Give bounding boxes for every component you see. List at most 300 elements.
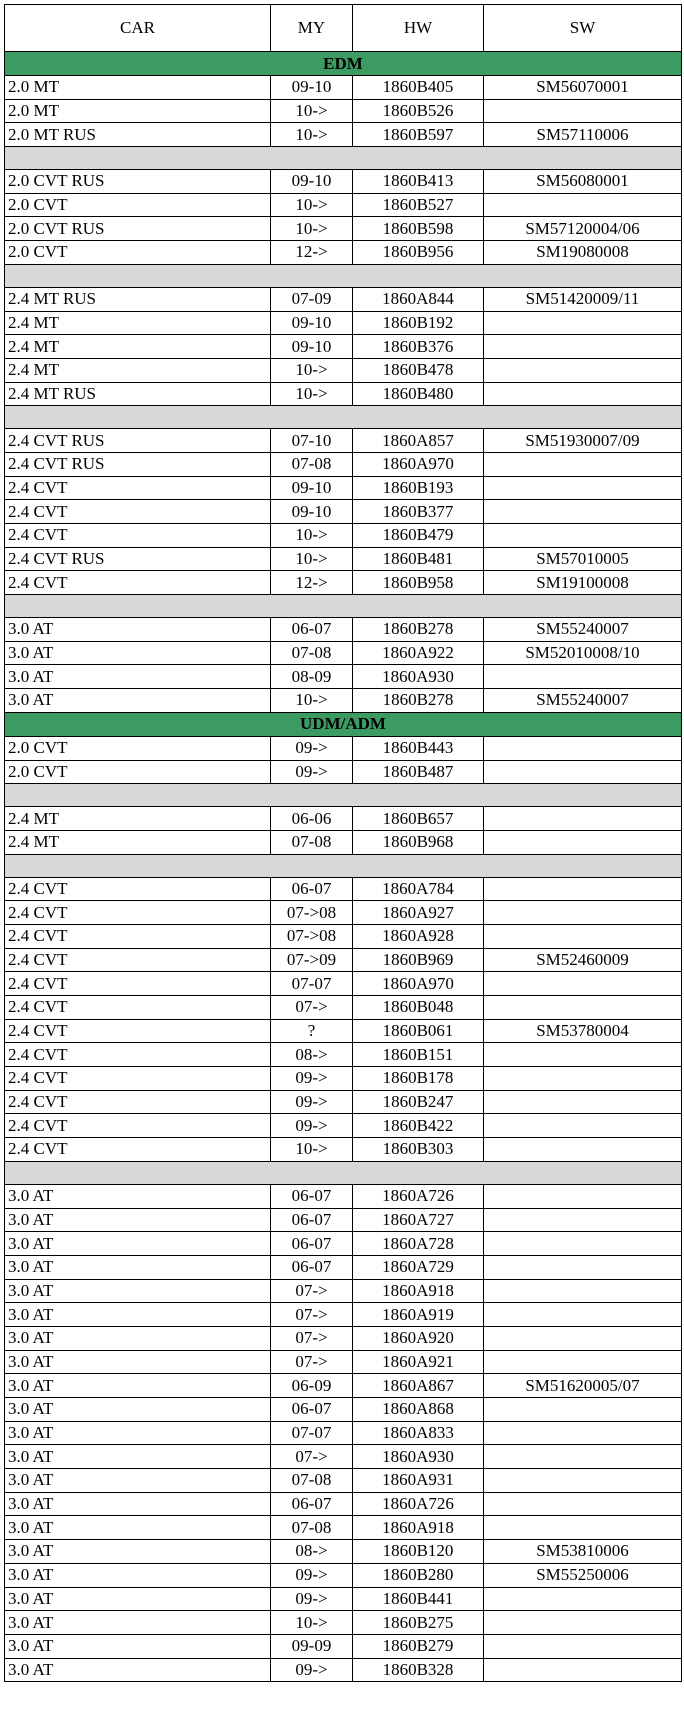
cell-hw: 1860B956 bbox=[353, 241, 484, 265]
cell-my: 09-10 bbox=[271, 476, 353, 500]
table-row bbox=[5, 1090, 682, 1114]
table-row bbox=[5, 123, 682, 147]
cell-hw: 1860A922 bbox=[353, 641, 484, 665]
cell-my: 07-08 bbox=[271, 452, 353, 476]
cell-sw bbox=[484, 1350, 682, 1374]
cell-sw bbox=[484, 1587, 682, 1611]
table-row bbox=[5, 901, 682, 925]
table-row bbox=[5, 1067, 682, 1091]
cell-my: 06-07 bbox=[271, 1398, 353, 1422]
cell-hw: 1860A726 bbox=[353, 1184, 484, 1208]
table-body bbox=[5, 52, 682, 1682]
table-row bbox=[5, 1469, 682, 1493]
cell-car: 3.0 AT bbox=[5, 1208, 271, 1232]
table-row bbox=[5, 760, 682, 784]
cell-my: 09-10 bbox=[271, 76, 353, 100]
cell-car: 2.4 MT RUS bbox=[5, 382, 271, 406]
cell-sw bbox=[484, 1090, 682, 1114]
cell-car: 2.0 CVT RUS bbox=[5, 217, 271, 241]
cell-hw: 1860B376 bbox=[353, 335, 484, 359]
separator-cell bbox=[5, 406, 682, 429]
table-row bbox=[5, 452, 682, 476]
cell-sw: SM19080008 bbox=[484, 241, 682, 265]
separator-cell bbox=[5, 1161, 682, 1184]
cell-sw bbox=[484, 500, 682, 524]
cell-my: 09-10 bbox=[271, 335, 353, 359]
cell-car: 3.0 AT bbox=[5, 1398, 271, 1422]
cell-hw: 1860B968 bbox=[353, 830, 484, 854]
cell-sw bbox=[484, 1232, 682, 1256]
cell-my: 07->08 bbox=[271, 901, 353, 925]
cell-my: 07-08 bbox=[271, 1516, 353, 1540]
table-row bbox=[5, 1255, 682, 1279]
cell-my: 09-> bbox=[271, 1587, 353, 1611]
table-row bbox=[5, 877, 682, 901]
separator-cell bbox=[5, 595, 682, 618]
cell-my: 07-> bbox=[271, 1279, 353, 1303]
cell-sw: SM51420009/11 bbox=[484, 287, 682, 311]
cell-my: 10-> bbox=[271, 524, 353, 548]
table-row bbox=[5, 948, 682, 972]
table-row bbox=[5, 1114, 682, 1138]
separator-cell bbox=[5, 264, 682, 287]
cell-my: 09-> bbox=[271, 1114, 353, 1138]
cell-hw: 1860A726 bbox=[353, 1492, 484, 1516]
cell-sw bbox=[484, 452, 682, 476]
cell-hw: 1860B247 bbox=[353, 1090, 484, 1114]
cell-my: 10-> bbox=[271, 123, 353, 147]
cell-my: 09-> bbox=[271, 1067, 353, 1091]
table-row bbox=[5, 382, 682, 406]
cell-sw bbox=[484, 524, 682, 548]
cell-car: 2.4 MT bbox=[5, 358, 271, 382]
cell-my: 09-09 bbox=[271, 1634, 353, 1658]
cell-hw: 1860B481 bbox=[353, 547, 484, 571]
cell-car: 2.4 CVT bbox=[5, 924, 271, 948]
cell-hw: 1860B048 bbox=[353, 996, 484, 1020]
cell-my: 12-> bbox=[271, 241, 353, 265]
header-sw: SW bbox=[484, 5, 682, 52]
cell-car: 2.4 CVT bbox=[5, 571, 271, 595]
table-row bbox=[5, 1492, 682, 1516]
cell-sw bbox=[484, 901, 682, 925]
cell-sw: SM51620005/07 bbox=[484, 1374, 682, 1398]
cell-my: 07-08 bbox=[271, 830, 353, 854]
cell-my: 07-07 bbox=[271, 1421, 353, 1445]
table-row bbox=[5, 524, 682, 548]
table-row bbox=[5, 335, 682, 359]
cell-car: 2.4 MT bbox=[5, 830, 271, 854]
cell-car: 2.4 MT RUS bbox=[5, 287, 271, 311]
cell-sw bbox=[484, 1658, 682, 1682]
cell-sw: SM19100008 bbox=[484, 571, 682, 595]
table-row bbox=[5, 1563, 682, 1587]
cell-car: 2.4 CVT RUS bbox=[5, 452, 271, 476]
cell-sw bbox=[484, 1043, 682, 1067]
cell-car: 2.4 CVT bbox=[5, 1019, 271, 1043]
cell-my: 09-> bbox=[271, 760, 353, 784]
cell-my: 10-> bbox=[271, 358, 353, 382]
cell-my: 06-07 bbox=[271, 1492, 353, 1516]
cell-my: 06-07 bbox=[271, 877, 353, 901]
cell-car: 3.0 AT bbox=[5, 1374, 271, 1398]
table-row bbox=[5, 217, 682, 241]
cell-car: 2.4 CVT bbox=[5, 1114, 271, 1138]
cell-car: 3.0 AT bbox=[5, 618, 271, 642]
cell-car: 3.0 AT bbox=[5, 1469, 271, 1493]
cell-my: 06-06 bbox=[271, 807, 353, 831]
cell-car: 2.4 MT bbox=[5, 807, 271, 831]
table-row bbox=[5, 1445, 682, 1469]
table-row bbox=[5, 476, 682, 500]
cell-my: 10-> bbox=[271, 217, 353, 241]
cell-car: 2.0 CVT bbox=[5, 760, 271, 784]
cell-my: 08-> bbox=[271, 1540, 353, 1564]
table-row bbox=[5, 972, 682, 996]
cell-hw: 1860A931 bbox=[353, 1469, 484, 1493]
table-row bbox=[5, 1138, 682, 1162]
section-label: EDM bbox=[5, 52, 682, 76]
cell-hw: 1860A919 bbox=[353, 1303, 484, 1327]
cell-hw: 1860A928 bbox=[353, 924, 484, 948]
cell-sw bbox=[484, 1326, 682, 1350]
table-row bbox=[5, 1611, 682, 1635]
cell-hw: 1860A833 bbox=[353, 1421, 484, 1445]
cell-sw bbox=[484, 1138, 682, 1162]
cell-my: 06-07 bbox=[271, 1208, 353, 1232]
cell-hw: 1860B598 bbox=[353, 217, 484, 241]
cell-sw bbox=[484, 924, 682, 948]
cell-car: 2.4 CVT bbox=[5, 877, 271, 901]
cell-hw: 1860B413 bbox=[353, 170, 484, 194]
cell-sw: SM57010005 bbox=[484, 547, 682, 571]
cell-car: 3.0 AT bbox=[5, 1279, 271, 1303]
cell-sw: SM51930007/09 bbox=[484, 429, 682, 453]
cell-my: 10-> bbox=[271, 1611, 353, 1635]
cell-sw bbox=[484, 877, 682, 901]
cell-my: 10-> bbox=[271, 382, 353, 406]
separator-cell bbox=[5, 784, 682, 807]
cell-hw: 1860B278 bbox=[353, 618, 484, 642]
cell-sw bbox=[484, 358, 682, 382]
table-row bbox=[5, 996, 682, 1020]
cell-my: 07->09 bbox=[271, 948, 353, 972]
cell-sw bbox=[484, 1114, 682, 1138]
cell-hw: 1860B657 bbox=[353, 807, 484, 831]
cell-my: 06-07 bbox=[271, 1184, 353, 1208]
table-row bbox=[5, 1398, 682, 1422]
cell-my: 07-> bbox=[271, 1445, 353, 1469]
cell-sw bbox=[484, 1634, 682, 1658]
cell-car: 3.0 AT bbox=[5, 1516, 271, 1540]
cell-car: 3.0 AT bbox=[5, 1611, 271, 1635]
cell-hw: 1860B526 bbox=[353, 99, 484, 123]
cell-hw: 1860B275 bbox=[353, 1611, 484, 1635]
cell-sw: SM53810006 bbox=[484, 1540, 682, 1564]
cell-car: 2.4 CVT bbox=[5, 476, 271, 500]
cell-sw: SM55240007 bbox=[484, 689, 682, 713]
table-row bbox=[5, 1540, 682, 1564]
cell-hw: 1860A727 bbox=[353, 1208, 484, 1232]
cell-car: 2.0 CVT bbox=[5, 193, 271, 217]
cell-sw bbox=[484, 1184, 682, 1208]
header-row bbox=[5, 5, 682, 52]
cell-hw: 1860A930 bbox=[353, 1445, 484, 1469]
cell-car: 2.4 CVT RUS bbox=[5, 429, 271, 453]
header-hw: HW bbox=[353, 5, 484, 52]
header-car: CAR bbox=[5, 5, 271, 52]
cell-car: 3.0 AT bbox=[5, 1303, 271, 1327]
cell-my: 10-> bbox=[271, 99, 353, 123]
header-my: MY bbox=[271, 5, 353, 52]
cell-sw bbox=[484, 311, 682, 335]
table-row bbox=[5, 1019, 682, 1043]
cell-hw: 1860B151 bbox=[353, 1043, 484, 1067]
cell-car: 2.0 CVT RUS bbox=[5, 170, 271, 194]
cell-my: 09-> bbox=[271, 736, 353, 760]
cell-sw bbox=[484, 665, 682, 689]
cell-sw bbox=[484, 382, 682, 406]
table-row bbox=[5, 1516, 682, 1540]
cell-sw bbox=[484, 1067, 682, 1091]
cell-hw: 1860A918 bbox=[353, 1279, 484, 1303]
cell-car: 3.0 AT bbox=[5, 1587, 271, 1611]
separator-cell bbox=[5, 147, 682, 170]
cell-sw bbox=[484, 476, 682, 500]
cell-hw: 1860B178 bbox=[353, 1067, 484, 1091]
cell-car: 2.4 CVT bbox=[5, 1067, 271, 1091]
cell-sw bbox=[484, 1469, 682, 1493]
table-row bbox=[5, 1184, 682, 1208]
cell-sw bbox=[484, 972, 682, 996]
section-header-row bbox=[5, 712, 682, 736]
table-row bbox=[5, 1326, 682, 1350]
table-row bbox=[5, 1208, 682, 1232]
cell-car: 2.4 CVT bbox=[5, 524, 271, 548]
cell-sw: SM55250006 bbox=[484, 1563, 682, 1587]
cell-hw: 1860B377 bbox=[353, 500, 484, 524]
cell-sw bbox=[484, 1279, 682, 1303]
cell-car: 2.0 MT RUS bbox=[5, 123, 271, 147]
table-row bbox=[5, 99, 682, 123]
cell-my: 08-> bbox=[271, 1043, 353, 1067]
cell-hw: 1860B061 bbox=[353, 1019, 484, 1043]
table-row bbox=[5, 429, 682, 453]
cell-sw bbox=[484, 1421, 682, 1445]
table-row bbox=[5, 193, 682, 217]
cell-hw: 1860B120 bbox=[353, 1540, 484, 1564]
cell-hw: 1860A784 bbox=[353, 877, 484, 901]
cell-car: 2.4 MT bbox=[5, 311, 271, 335]
cell-my: 12-> bbox=[271, 571, 353, 595]
cell-hw: 1860A844 bbox=[353, 287, 484, 311]
cell-hw: 1860B193 bbox=[353, 476, 484, 500]
cell-car: 3.0 AT bbox=[5, 641, 271, 665]
cell-hw: 1860A868 bbox=[353, 1398, 484, 1422]
cell-sw bbox=[484, 760, 682, 784]
cell-hw: 1860B328 bbox=[353, 1658, 484, 1682]
table-row bbox=[5, 924, 682, 948]
cell-my: 07-> bbox=[271, 1303, 353, 1327]
table-row bbox=[5, 571, 682, 595]
cell-hw: 1860A921 bbox=[353, 1350, 484, 1374]
separator-row bbox=[5, 854, 682, 877]
cell-hw: 1860B479 bbox=[353, 524, 484, 548]
table-row bbox=[5, 500, 682, 524]
cell-hw: 1860B969 bbox=[353, 948, 484, 972]
cell-my: 09-> bbox=[271, 1090, 353, 1114]
cell-sw bbox=[484, 1445, 682, 1469]
table-row bbox=[5, 1350, 682, 1374]
cell-car: 2.0 CVT bbox=[5, 736, 271, 760]
cell-my: 08-09 bbox=[271, 665, 353, 689]
cell-sw bbox=[484, 736, 682, 760]
table-row bbox=[5, 1043, 682, 1067]
cell-car: 2.4 CVT bbox=[5, 1138, 271, 1162]
table-row bbox=[5, 1232, 682, 1256]
cell-sw bbox=[484, 1516, 682, 1540]
cell-my: 10-> bbox=[271, 193, 353, 217]
cell-car: 3.0 AT bbox=[5, 665, 271, 689]
cell-hw: 1860A729 bbox=[353, 1255, 484, 1279]
table-row bbox=[5, 547, 682, 571]
cell-sw: SM55240007 bbox=[484, 618, 682, 642]
separator-row bbox=[5, 784, 682, 807]
table-row bbox=[5, 76, 682, 100]
cell-car: 3.0 AT bbox=[5, 1421, 271, 1445]
table-row bbox=[5, 1303, 682, 1327]
table-row bbox=[5, 1374, 682, 1398]
cell-car: 2.0 MT bbox=[5, 76, 271, 100]
section-label: UDM/ADM bbox=[5, 712, 682, 736]
cell-sw bbox=[484, 1492, 682, 1516]
cell-my: 06-09 bbox=[271, 1374, 353, 1398]
cell-car: 2.4 CVT bbox=[5, 1090, 271, 1114]
cell-sw bbox=[484, 1208, 682, 1232]
table-row bbox=[5, 311, 682, 335]
section-header-row bbox=[5, 52, 682, 76]
cell-my: 09-10 bbox=[271, 500, 353, 524]
cell-hw: 1860A927 bbox=[353, 901, 484, 925]
cell-car: 3.0 AT bbox=[5, 1326, 271, 1350]
cell-hw: 1860A867 bbox=[353, 1374, 484, 1398]
cell-hw: 1860A970 bbox=[353, 452, 484, 476]
cell-sw: SM53780004 bbox=[484, 1019, 682, 1043]
table-row bbox=[5, 807, 682, 831]
cell-my: 07-> bbox=[271, 1326, 353, 1350]
cell-sw: SM52010008/10 bbox=[484, 641, 682, 665]
cell-car: 3.0 AT bbox=[5, 1350, 271, 1374]
cell-sw bbox=[484, 1398, 682, 1422]
cell-hw: 1860A970 bbox=[353, 972, 484, 996]
cell-sw bbox=[484, 99, 682, 123]
separator-row bbox=[5, 1161, 682, 1184]
cell-car: 2.4 CVT bbox=[5, 1043, 271, 1067]
cell-my: 10-> bbox=[271, 689, 353, 713]
cell-my: 06-07 bbox=[271, 1232, 353, 1256]
cell-my: 09-> bbox=[271, 1563, 353, 1587]
cell-hw: 1860B441 bbox=[353, 1587, 484, 1611]
cell-sw: SM57110006 bbox=[484, 123, 682, 147]
cell-hw: 1860B597 bbox=[353, 123, 484, 147]
cell-sw: SM52460009 bbox=[484, 948, 682, 972]
table-row bbox=[5, 358, 682, 382]
table-row bbox=[5, 736, 682, 760]
cell-hw: 1860B443 bbox=[353, 736, 484, 760]
cell-my: 07-> bbox=[271, 1350, 353, 1374]
cell-sw: SM56070001 bbox=[484, 76, 682, 100]
table-row bbox=[5, 641, 682, 665]
cell-car: 2.4 CVT RUS bbox=[5, 547, 271, 571]
cell-sw bbox=[484, 1255, 682, 1279]
cell-car: 3.0 AT bbox=[5, 1634, 271, 1658]
cell-my: 10-> bbox=[271, 547, 353, 571]
cell-hw: 1860B192 bbox=[353, 311, 484, 335]
table-row bbox=[5, 665, 682, 689]
cell-sw bbox=[484, 193, 682, 217]
cell-car: 3.0 AT bbox=[5, 1658, 271, 1682]
cell-car: 3.0 AT bbox=[5, 1563, 271, 1587]
cell-car: 3.0 AT bbox=[5, 689, 271, 713]
table-row bbox=[5, 1634, 682, 1658]
cell-my: 10-> bbox=[271, 1138, 353, 1162]
cell-car: 3.0 AT bbox=[5, 1255, 271, 1279]
cell-hw: 1860B478 bbox=[353, 358, 484, 382]
cell-my: 07->08 bbox=[271, 924, 353, 948]
cell-my: 06-07 bbox=[271, 1255, 353, 1279]
cell-my: 07-07 bbox=[271, 972, 353, 996]
table-row bbox=[5, 689, 682, 713]
cell-sw bbox=[484, 1611, 682, 1635]
cell-hw: 1860B422 bbox=[353, 1114, 484, 1138]
cell-hw: 1860A857 bbox=[353, 429, 484, 453]
cell-car: 2.0 MT bbox=[5, 99, 271, 123]
cell-sw bbox=[484, 1303, 682, 1327]
cell-hw: 1860B303 bbox=[353, 1138, 484, 1162]
cell-my: 09-> bbox=[271, 1658, 353, 1682]
separator-row bbox=[5, 406, 682, 429]
cell-sw: SM56080001 bbox=[484, 170, 682, 194]
cell-my: 09-10 bbox=[271, 311, 353, 335]
cell-sw bbox=[484, 807, 682, 831]
cell-sw: SM57120004/06 bbox=[484, 217, 682, 241]
ecu-table bbox=[4, 4, 682, 1682]
cell-car: 3.0 AT bbox=[5, 1492, 271, 1516]
cell-car: 2.4 CVT bbox=[5, 996, 271, 1020]
cell-hw: 1860B487 bbox=[353, 760, 484, 784]
cell-my: 06-07 bbox=[271, 618, 353, 642]
cell-hw: 1860A920 bbox=[353, 1326, 484, 1350]
table-row bbox=[5, 1587, 682, 1611]
separator-cell bbox=[5, 854, 682, 877]
cell-car: 3.0 AT bbox=[5, 1445, 271, 1469]
cell-my: ? bbox=[271, 1019, 353, 1043]
cell-car: 3.0 AT bbox=[5, 1184, 271, 1208]
table-row bbox=[5, 618, 682, 642]
cell-hw: 1860B527 bbox=[353, 193, 484, 217]
cell-hw: 1860B480 bbox=[353, 382, 484, 406]
cell-hw: 1860B279 bbox=[353, 1634, 484, 1658]
cell-sw bbox=[484, 335, 682, 359]
separator-row bbox=[5, 595, 682, 618]
cell-hw: 1860A918 bbox=[353, 1516, 484, 1540]
cell-sw bbox=[484, 996, 682, 1020]
table-row bbox=[5, 1279, 682, 1303]
cell-car: 2.4 CVT bbox=[5, 500, 271, 524]
table-row bbox=[5, 1421, 682, 1445]
cell-car: 3.0 AT bbox=[5, 1232, 271, 1256]
cell-car: 2.4 CVT bbox=[5, 948, 271, 972]
